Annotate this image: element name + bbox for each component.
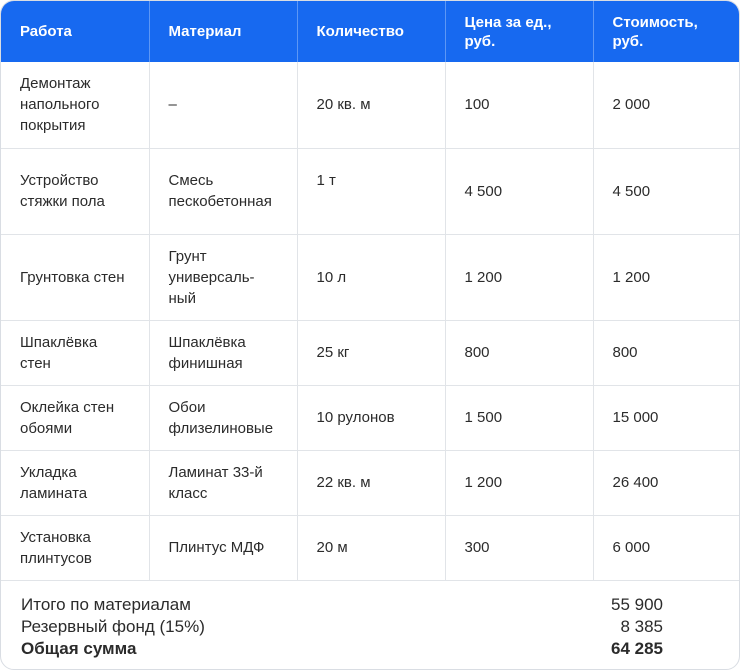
header-row — [1, 1, 740, 62]
cell-unit-price: 1 200 — [445, 450, 593, 515]
estimate-table — [1, 1, 740, 581]
grand-total-row — [21, 638, 663, 660]
materials-total-row — [21, 594, 663, 616]
totals-section — [1, 581, 740, 670]
table-row — [1, 234, 740, 320]
cell-cost: 6 000 — [593, 515, 740, 580]
cell-cost: 4 500 — [593, 148, 740, 234]
cell-quantity: 10 рулонов — [297, 385, 445, 450]
cell-material: Смесь пескобетонная — [149, 148, 297, 234]
cell-unit-price: 300 — [445, 515, 593, 580]
cell-material: Грунт универсаль-ный — [149, 234, 297, 320]
cell-work: Оклейка стен обоями — [1, 385, 149, 450]
cell-quantity: 10 л — [297, 234, 445, 320]
cell-unit-price: 1 500 — [445, 385, 593, 450]
reserve-fund-value: 8 385 — [620, 617, 663, 636]
cell-unit-price: 800 — [445, 320, 593, 385]
cell-material: – — [149, 62, 297, 148]
cell-unit-price: 4 500 — [445, 148, 593, 234]
reserve-fund-label: Резервный фонд (15%) — [21, 617, 205, 636]
grand-total-value: 64 285 — [611, 639, 663, 658]
table-row — [1, 62, 740, 148]
cell-material: Ламинат 33-й класс — [149, 450, 297, 515]
header-cost: Стоимость, руб. — [593, 1, 740, 62]
cell-work: Шпаклёвка стен — [1, 320, 149, 385]
cell-cost: 2 000 — [593, 62, 740, 148]
cell-quantity: 20 кв. м — [297, 62, 445, 148]
table-row — [1, 148, 740, 234]
cell-material: Шпаклёвка финишная — [149, 320, 297, 385]
cell-material: Плинтус МДФ — [149, 515, 297, 580]
cell-cost: 26 400 — [593, 450, 740, 515]
materials-total-value: 55 900 — [611, 595, 663, 614]
table-row — [1, 450, 740, 515]
cell-work: Демонтаж напольного покрытия — [1, 62, 149, 148]
cell-work: Установка плинтусов — [1, 515, 149, 580]
cell-work: Устройство стяжки пола — [1, 148, 149, 234]
table-row — [1, 515, 740, 580]
header-unit-price: Цена за ед., руб. — [445, 1, 593, 62]
materials-total-label: Итого по материалам — [21, 595, 191, 614]
cell-cost: 800 — [593, 320, 740, 385]
cell-quantity: 25 кг — [297, 320, 445, 385]
table-row — [1, 385, 740, 450]
cell-quantity: 20 м — [297, 515, 445, 580]
header-quantity: Количество — [297, 1, 445, 62]
header-work: Работа — [1, 1, 149, 62]
cell-unit-price: 100 — [445, 62, 593, 148]
cell-unit-price: 1 200 — [445, 234, 593, 320]
cell-cost: 1 200 — [593, 234, 740, 320]
cell-quantity: 22 кв. м — [297, 450, 445, 515]
reserve-fund-row — [21, 616, 663, 638]
grand-total-label: Общая сумма — [21, 639, 137, 658]
header-material: Материал — [149, 1, 297, 62]
cell-work: Грунтовка стен — [1, 234, 149, 320]
cell-cost: 15 000 — [593, 385, 740, 450]
table-row — [1, 320, 740, 385]
cell-quantity: 1 т — [297, 148, 445, 234]
cell-work: Укладка ламината — [1, 450, 149, 515]
cell-material: Обои флизелиновые — [149, 385, 297, 450]
